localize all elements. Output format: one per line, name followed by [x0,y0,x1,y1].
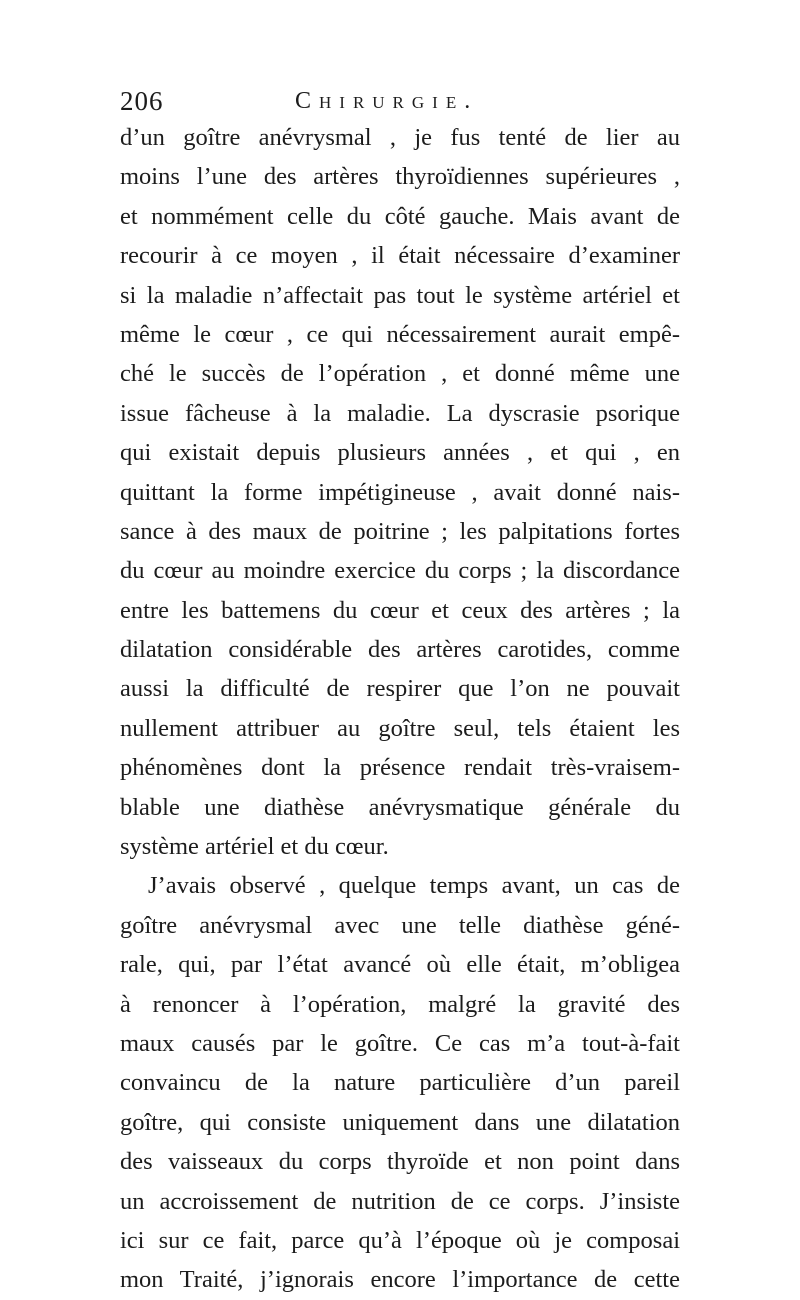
text-line: un accroissement de nutrition de ce corps. J’insiste [120,1187,680,1215]
text-line: nullement attribuer au goître seul, tels étaient les [120,714,680,742]
text-line: goître, qui consiste uniquement dans une dilatation [120,1108,680,1136]
text-line: goître anévrysmal avec une telle diathèse géné- [120,911,680,939]
text-line: du cœur au moindre exercice du corps ; la discordance [120,557,680,585]
paragraph-start-line: J’avais observé , quelque temps avant, un cas de [148,872,680,900]
text-line: ici sur ce fait, parce qu’à l’époque où je composai [120,1226,680,1254]
text-line: et nommément celle du côté gauche. Mais avant de [120,202,680,230]
text-line: d’un goître anévrysmal , je fus tenté de lier au [120,124,680,151]
text-line: rale, qui, par l’état avancé où elle était, m’obligea [120,951,680,979]
text-line: ché le succès de l’opération , et donné même une [120,360,680,388]
text-line: quittant la forme impétigineuse , avait donné nais- [120,478,680,506]
text-line: qui existait depuis plusieurs années , et qui , en [120,439,680,467]
text-line: moins l’une des artères thyroïdiennes supérieures , [120,163,680,191]
text-line: même le cœur , ce qui nécessairement aurait empê- [120,320,680,348]
page-header [120,86,680,122]
text-line: entre les battemens du cœur et ceux des artères ; la [120,596,680,624]
body-text [120,118,680,1300]
text-line: des vaisseaux du corps thyroïde et non point dans [120,1148,680,1176]
text-line: aussi la difficulté de respirer que l’on ne pouvait [120,675,680,703]
text-line: mon Traité, j’ignorais encore l’importance de cette [120,1266,680,1294]
text-line: phénomènes dont la présence rendait très-vraisem- [120,754,680,782]
page-number: 206 [120,86,164,116]
text-line: si la maladie n’affectait pas tout le système artériel et [120,281,680,309]
text-line: recourir à ce moyen , il était nécessaire d’examiner [120,242,680,270]
text-line: blable une diathèse anévrysmatique générale du [120,793,680,821]
paragraph-end-line: système artériel et du cœur. [120,833,389,861]
text-line: dilatation considérable des artères carotides, comme [120,636,680,664]
text-line: sance à des maux de poitrine ; les palpitations fortes [120,517,680,545]
running-title: Chirurgie. [295,88,479,114]
text-line: maux causés par le goître. Ce cas m’a tout-à-fait [120,1029,680,1057]
text-line: issue fâcheuse à la maladie. La dyscrasie psorique [120,399,680,427]
text-line: convaincu de la nature particulière d’un pareil [120,1069,680,1097]
text-line: à renoncer à l’opération, malgré la gravité des [120,990,680,1018]
